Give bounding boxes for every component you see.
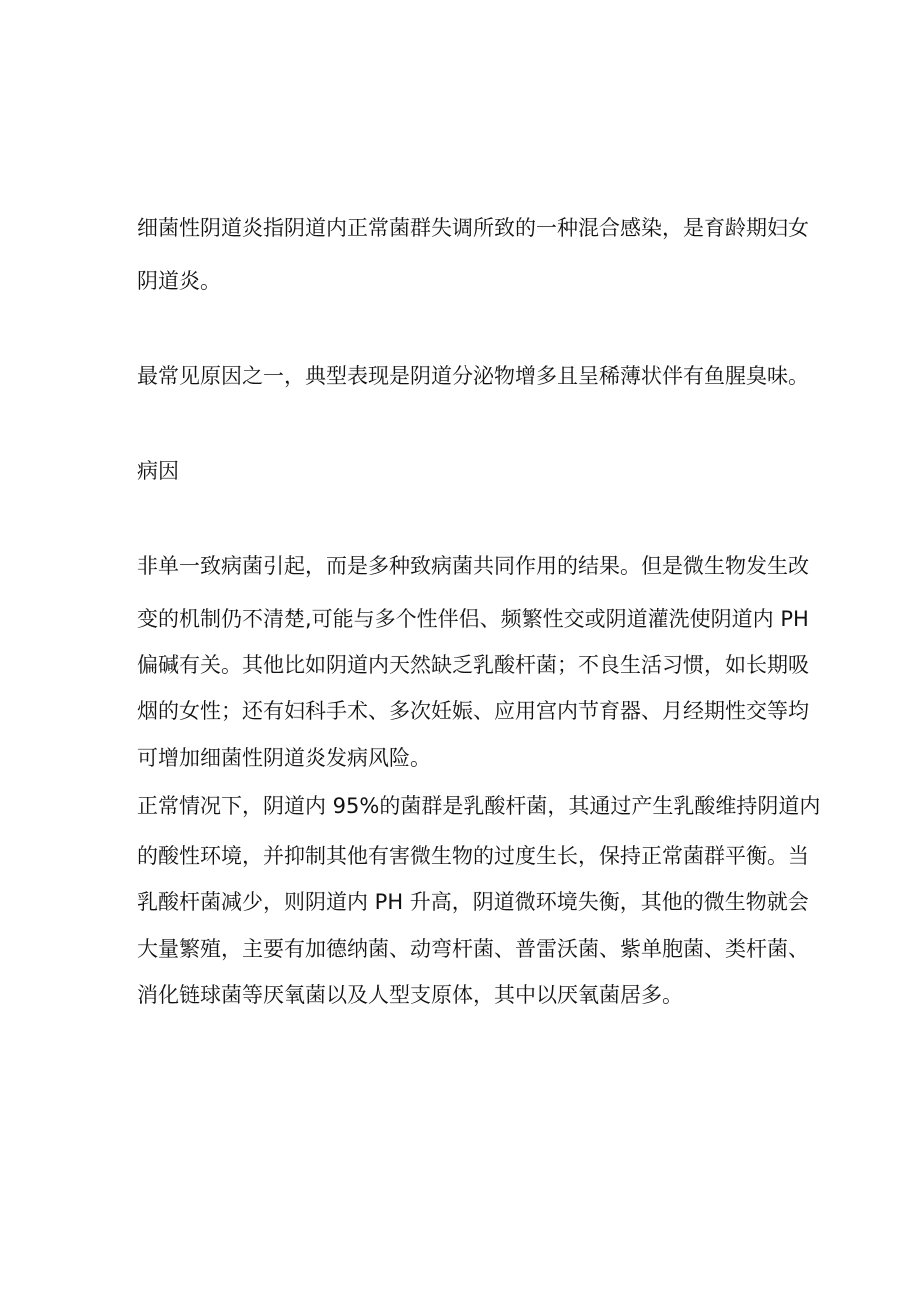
paragraph-3-line-4: 烟的女性；还有妇科手术、多次妊娠、应用宫内节育器、月经期性交等均: [137, 699, 809, 723]
paragraph-4-line-2: 的酸性环境，并抑制其他有害微生物的过度生长，保持正常菌群平衡。当: [137, 844, 809, 868]
paragraph-3-line-2: 变的机制仍不清楚,可能与多个性伴侣、频繁性交或阴道灌洗使阴道内 PH: [137, 607, 809, 631]
paragraph-1-line-2: 阴道炎。: [137, 269, 221, 293]
paragraph-3-line-1: 非单一致病菌引起，而是多种致病菌共同作用的结果。但是微生物发生改: [137, 554, 809, 578]
paragraph-4-line-5: 消化链球菌等厌氧菌以及人型支原体，其中以厌氧菌居多。: [137, 983, 683, 1007]
paragraph-4-line-4: 大量繁殖，主要有加德纳菌、动弯杆菌、普雷沃菌、紫单胞菌、类杆菌、: [137, 937, 809, 961]
section-heading: 病因: [137, 459, 179, 483]
paragraph-1-line-1: 细菌性阴道炎指阴道内正常菌群失调所致的一种混合感染，是育龄期妇女: [137, 216, 809, 240]
paragraph-4-line-3: 乳酸杆菌减少，则阴道内 PH 升高，阴道微环境失衡，其他的微生物就会: [137, 890, 809, 914]
paragraph-3-line-3: 偏碱有关。其他比如阴道内天然缺乏乳酸杆菌；不良生活习惯，如长期吸: [137, 653, 809, 677]
paragraph-2-line-1: 最常见原因之一，典型表现是阴道分泌物增多且呈稀薄状伴有鱼腥臭味。: [137, 364, 809, 388]
paragraph-3-line-5: 可增加细菌性阴道炎发病风险。: [137, 746, 431, 770]
paragraph-4-line-1: 正常情况下，阴道内 95%的菌群是乳酸杆菌，其通过产生乳酸维持阴道内: [137, 794, 821, 818]
